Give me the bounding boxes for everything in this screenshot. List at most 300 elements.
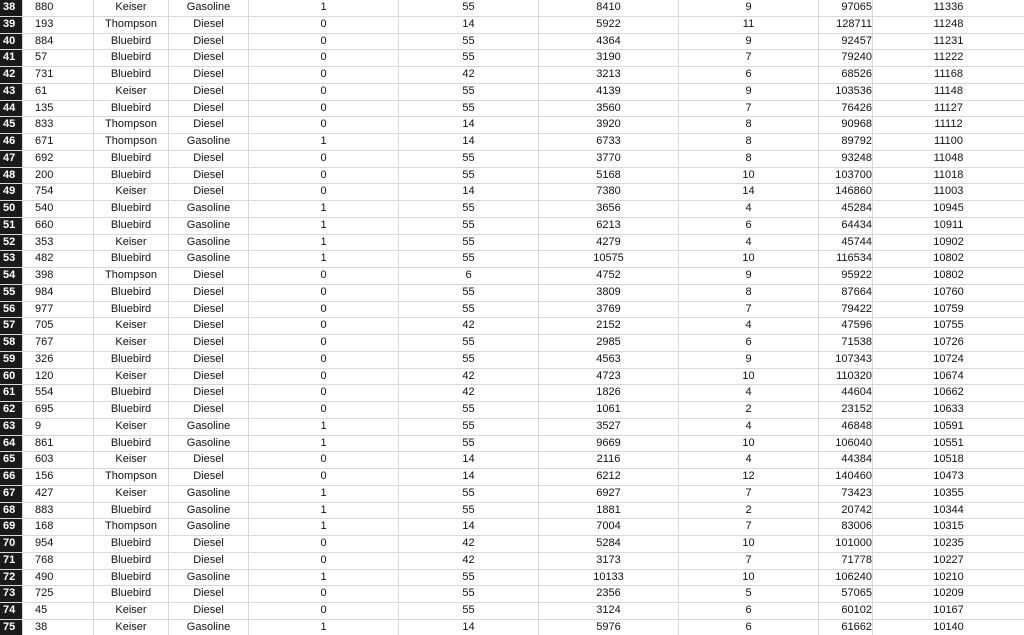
table-cell[interactable]: 12 xyxy=(678,469,818,485)
table-cell[interactable]: 540 xyxy=(22,201,93,217)
table-cell[interactable]: 0 xyxy=(248,469,398,485)
table-cell[interactable]: 11222 xyxy=(872,50,1024,66)
table-cell[interactable]: 954 xyxy=(22,536,93,552)
table-cell[interactable]: 1826 xyxy=(538,385,678,401)
table-cell[interactable]: 977 xyxy=(22,302,93,318)
table-cell[interactable]: Bluebird xyxy=(93,586,168,602)
row-header[interactable]: 58 xyxy=(0,335,22,351)
table-cell[interactable]: 1 xyxy=(248,570,398,586)
table-cell[interactable]: 45 xyxy=(22,603,93,619)
table-cell[interactable]: 57 xyxy=(22,50,93,66)
row-header[interactable]: 56 xyxy=(0,302,22,318)
table-cell[interactable]: Gasoline xyxy=(168,519,248,535)
table-cell[interactable]: 0 xyxy=(248,452,398,468)
table-cell[interactable]: 110320 xyxy=(818,369,872,385)
table-cell[interactable]: Diesel xyxy=(168,536,248,552)
table-cell[interactable]: 7 xyxy=(678,50,818,66)
table-cell[interactable]: Bluebird xyxy=(93,436,168,452)
table-cell[interactable]: 8 xyxy=(678,285,818,301)
table-cell[interactable]: 10726 xyxy=(872,335,1024,351)
table-cell[interactable]: 10802 xyxy=(872,268,1024,284)
table-cell[interactable]: 55 xyxy=(398,251,538,267)
table-cell[interactable]: 20742 xyxy=(818,503,872,519)
table-cell[interactable]: 10227 xyxy=(872,553,1024,569)
table-cell[interactable]: 692 xyxy=(22,151,93,167)
table-cell[interactable]: 326 xyxy=(22,352,93,368)
table-cell[interactable]: 73423 xyxy=(818,486,872,502)
table-cell[interactable]: Gasoline xyxy=(168,235,248,251)
table-cell[interactable]: 71778 xyxy=(818,553,872,569)
table-cell[interactable]: 6 xyxy=(678,67,818,83)
table-cell[interactable]: 14 xyxy=(398,620,538,635)
table-cell[interactable]: 11112 xyxy=(872,117,1024,133)
table-cell[interactable]: 3173 xyxy=(538,553,678,569)
table-cell[interactable]: 193 xyxy=(22,17,93,33)
table-cell[interactable]: 7380 xyxy=(538,184,678,200)
table-cell[interactable]: 46848 xyxy=(818,419,872,435)
table-cell[interactable]: 55 xyxy=(398,201,538,217)
table-cell[interactable]: Diesel xyxy=(168,452,248,468)
table-cell[interactable]: 0 xyxy=(248,302,398,318)
table-cell[interactable]: 3213 xyxy=(538,67,678,83)
table-cell[interactable]: 7 xyxy=(678,101,818,117)
table-cell[interactable]: 97065 xyxy=(818,0,872,16)
table-cell[interactable]: 0 xyxy=(248,603,398,619)
table-cell[interactable]: 10 xyxy=(678,251,818,267)
table-cell[interactable]: 11127 xyxy=(872,101,1024,117)
table-cell[interactable]: 0 xyxy=(248,553,398,569)
table-cell[interactable]: 9 xyxy=(678,84,818,100)
table-cell[interactable]: 5284 xyxy=(538,536,678,552)
row-header[interactable]: 61 xyxy=(0,385,22,401)
table-cell[interactable]: 93248 xyxy=(818,151,872,167)
table-cell[interactable]: 0 xyxy=(248,50,398,66)
row-header[interactable]: 45 xyxy=(0,117,22,133)
table-cell[interactable]: 0 xyxy=(248,385,398,401)
table-cell[interactable]: 87664 xyxy=(818,285,872,301)
table-cell[interactable]: Bluebird xyxy=(93,101,168,117)
table-cell[interactable]: Diesel xyxy=(168,151,248,167)
table-cell[interactable]: 11168 xyxy=(872,67,1024,83)
row-header[interactable]: 43 xyxy=(0,84,22,100)
row-header[interactable]: 74 xyxy=(0,603,22,619)
table-cell[interactable]: 3527 xyxy=(538,419,678,435)
row-header[interactable]: 57 xyxy=(0,318,22,334)
table-cell[interactable]: 1061 xyxy=(538,402,678,418)
table-cell[interactable]: 5922 xyxy=(538,17,678,33)
table-cell[interactable]: 10575 xyxy=(538,251,678,267)
table-cell[interactable]: 11248 xyxy=(872,17,1024,33)
table-cell[interactable]: 10724 xyxy=(872,352,1024,368)
table-cell[interactable]: Diesel xyxy=(168,553,248,569)
table-cell[interactable]: 55 xyxy=(398,335,538,351)
row-header[interactable]: 64 xyxy=(0,436,22,452)
table-cell[interactable]: Gasoline xyxy=(168,419,248,435)
table-cell[interactable]: 0 xyxy=(248,34,398,50)
table-cell[interactable]: 55 xyxy=(398,503,538,519)
table-cell[interactable]: 1 xyxy=(248,251,398,267)
table-cell[interactable]: 11148 xyxy=(872,84,1024,100)
row-header[interactable]: 68 xyxy=(0,503,22,519)
table-cell[interactable]: Diesel xyxy=(168,67,248,83)
table-cell[interactable]: 0 xyxy=(248,352,398,368)
table-cell[interactable]: 4 xyxy=(678,419,818,435)
table-cell[interactable]: 0 xyxy=(248,151,398,167)
table-cell[interactable]: 4752 xyxy=(538,268,678,284)
table-cell[interactable]: Diesel xyxy=(168,34,248,50)
table-cell[interactable]: Bluebird xyxy=(93,285,168,301)
table-cell[interactable]: 725 xyxy=(22,586,93,602)
table-cell[interactable]: 2356 xyxy=(538,586,678,602)
table-cell[interactable]: Keiser xyxy=(93,235,168,251)
table-cell[interactable]: 55 xyxy=(398,486,538,502)
table-cell[interactable]: 1 xyxy=(248,620,398,635)
table-cell[interactable]: 2152 xyxy=(538,318,678,334)
table-cell[interactable]: 1 xyxy=(248,218,398,234)
table-cell[interactable]: 883 xyxy=(22,503,93,519)
table-cell[interactable]: 9 xyxy=(678,34,818,50)
table-cell[interactable]: 76426 xyxy=(818,101,872,117)
table-cell[interactable]: Diesel xyxy=(168,402,248,418)
table-cell[interactable]: 398 xyxy=(22,268,93,284)
table-cell[interactable]: Bluebird xyxy=(93,50,168,66)
table-cell[interactable]: 156 xyxy=(22,469,93,485)
table-cell[interactable]: 45744 xyxy=(818,235,872,251)
table-cell[interactable]: Bluebird xyxy=(93,67,168,83)
table-cell[interactable]: 140460 xyxy=(818,469,872,485)
table-cell[interactable]: 23152 xyxy=(818,402,872,418)
table-cell[interactable]: 8 xyxy=(678,151,818,167)
table-cell[interactable]: 2 xyxy=(678,402,818,418)
table-cell[interactable]: Bluebird xyxy=(93,34,168,50)
table-cell[interactable]: 1 xyxy=(248,436,398,452)
table-cell[interactable]: 754 xyxy=(22,184,93,200)
table-cell[interactable]: 4 xyxy=(678,318,818,334)
table-cell[interactable]: Keiser xyxy=(93,620,168,635)
table-cell[interactable]: 44384 xyxy=(818,452,872,468)
table-cell[interactable]: Diesel xyxy=(168,369,248,385)
table-cell[interactable]: 55 xyxy=(398,0,538,16)
table-cell[interactable]: 14 xyxy=(398,184,538,200)
table-cell[interactable]: 10355 xyxy=(872,486,1024,502)
table-cell[interactable]: 14 xyxy=(398,134,538,150)
table-cell[interactable]: 353 xyxy=(22,235,93,251)
table-cell[interactable]: 10633 xyxy=(872,402,1024,418)
table-cell[interactable]: 8 xyxy=(678,117,818,133)
table-cell[interactable]: 55 xyxy=(398,84,538,100)
table-cell[interactable]: 2116 xyxy=(538,452,678,468)
table-cell[interactable]: 116534 xyxy=(818,251,872,267)
table-cell[interactable]: 1 xyxy=(248,201,398,217)
table-cell[interactable]: Gasoline xyxy=(168,570,248,586)
row-header[interactable]: 70 xyxy=(0,536,22,552)
table-cell[interactable]: Diesel xyxy=(168,268,248,284)
table-cell[interactable]: 55 xyxy=(398,168,538,184)
table-cell[interactable]: 135 xyxy=(22,101,93,117)
table-cell[interactable]: 9 xyxy=(678,0,818,16)
table-cell[interactable]: 10167 xyxy=(872,603,1024,619)
table-cell[interactable]: 0 xyxy=(248,67,398,83)
table-cell[interactable]: 482 xyxy=(22,251,93,267)
table-cell[interactable]: 47596 xyxy=(818,318,872,334)
table-cell[interactable]: Bluebird xyxy=(93,402,168,418)
table-cell[interactable]: Gasoline xyxy=(168,620,248,635)
table-cell[interactable]: Bluebird xyxy=(93,385,168,401)
row-header[interactable]: 42 xyxy=(0,67,22,83)
table-cell[interactable]: 14 xyxy=(398,452,538,468)
table-cell[interactable]: 4364 xyxy=(538,34,678,50)
table-cell[interactable]: 107343 xyxy=(818,352,872,368)
table-cell[interactable]: 10 xyxy=(678,570,818,586)
table-cell[interactable]: 14 xyxy=(398,17,538,33)
table-cell[interactable]: 4139 xyxy=(538,84,678,100)
table-cell[interactable]: 1 xyxy=(248,503,398,519)
table-cell[interactable]: 10140 xyxy=(872,620,1024,635)
table-cell[interactable]: 9 xyxy=(678,268,818,284)
table-cell[interactable]: 11 xyxy=(678,17,818,33)
table-cell[interactable]: Bluebird xyxy=(93,201,168,217)
table-cell[interactable]: 660 xyxy=(22,218,93,234)
table-cell[interactable]: 55 xyxy=(398,419,538,435)
row-header[interactable]: 54 xyxy=(0,268,22,284)
table-cell[interactable]: 64434 xyxy=(818,218,872,234)
table-cell[interactable]: 10802 xyxy=(872,251,1024,267)
table-cell[interactable]: Diesel xyxy=(168,84,248,100)
table-cell[interactable]: Gasoline xyxy=(168,218,248,234)
row-header[interactable]: 72 xyxy=(0,570,22,586)
table-cell[interactable]: 705 xyxy=(22,318,93,334)
table-cell[interactable]: 42 xyxy=(398,536,538,552)
row-header[interactable]: 53 xyxy=(0,251,22,267)
table-cell[interactable]: 9 xyxy=(678,352,818,368)
table-cell[interactable]: 55 xyxy=(398,603,538,619)
table-cell[interactable]: 3920 xyxy=(538,117,678,133)
table-cell[interactable]: 6212 xyxy=(538,469,678,485)
table-cell[interactable]: 9 xyxy=(22,419,93,435)
table-cell[interactable]: 38 xyxy=(22,620,93,635)
row-header[interactable]: 65 xyxy=(0,452,22,468)
table-cell[interactable]: 45284 xyxy=(818,201,872,217)
table-cell[interactable]: 103536 xyxy=(818,84,872,100)
table-cell[interactable]: 55 xyxy=(398,218,538,234)
table-cell[interactable]: 42 xyxy=(398,385,538,401)
row-header[interactable]: 62 xyxy=(0,402,22,418)
row-header[interactable]: 59 xyxy=(0,352,22,368)
table-cell[interactable]: Bluebird xyxy=(93,503,168,519)
table-cell[interactable]: Thompson xyxy=(93,469,168,485)
table-cell[interactable]: 0 xyxy=(248,168,398,184)
table-cell[interactable]: Keiser xyxy=(93,369,168,385)
table-cell[interactable]: 0 xyxy=(248,101,398,117)
table-cell[interactable]: Bluebird xyxy=(93,151,168,167)
table-cell[interactable]: 3124 xyxy=(538,603,678,619)
table-cell[interactable]: 168 xyxy=(22,519,93,535)
row-header[interactable]: 39 xyxy=(0,17,22,33)
table-cell[interactable]: 7 xyxy=(678,486,818,502)
row-header[interactable]: 40 xyxy=(0,34,22,50)
table-cell[interactable]: Keiser xyxy=(93,184,168,200)
table-cell[interactable]: Diesel xyxy=(168,302,248,318)
table-cell[interactable]: 10210 xyxy=(872,570,1024,586)
table-cell[interactable]: 42 xyxy=(398,553,538,569)
table-cell[interactable]: Gasoline xyxy=(168,503,248,519)
table-cell[interactable]: 7 xyxy=(678,519,818,535)
table-cell[interactable]: 5 xyxy=(678,586,818,602)
table-cell[interactable]: 695 xyxy=(22,402,93,418)
table-cell[interactable]: Bluebird xyxy=(93,251,168,267)
table-cell[interactable]: Diesel xyxy=(168,385,248,401)
table-cell[interactable]: 83006 xyxy=(818,519,872,535)
row-header[interactable]: 38 xyxy=(0,0,22,16)
table-cell[interactable]: 10344 xyxy=(872,503,1024,519)
table-cell[interactable]: 3809 xyxy=(538,285,678,301)
table-cell[interactable]: 0 xyxy=(248,536,398,552)
table-cell[interactable]: Bluebird xyxy=(93,168,168,184)
table-cell[interactable]: 11231 xyxy=(872,34,1024,50)
table-cell[interactable]: Keiser xyxy=(93,0,168,16)
row-header[interactable]: 60 xyxy=(0,369,22,385)
table-cell[interactable]: 6733 xyxy=(538,134,678,150)
table-cell[interactable]: Diesel xyxy=(168,50,248,66)
table-cell[interactable]: 71538 xyxy=(818,335,872,351)
table-cell[interactable]: 767 xyxy=(22,335,93,351)
table-cell[interactable]: Keiser xyxy=(93,84,168,100)
table-cell[interactable]: 92457 xyxy=(818,34,872,50)
table-cell[interactable]: 768 xyxy=(22,553,93,569)
table-cell[interactable]: Gasoline xyxy=(168,134,248,150)
table-cell[interactable]: 55 xyxy=(398,352,538,368)
table-cell[interactable]: 55 xyxy=(398,151,538,167)
table-cell[interactable]: 0 xyxy=(248,586,398,602)
table-cell[interactable]: 1 xyxy=(248,519,398,535)
table-cell[interactable]: 10591 xyxy=(872,419,1024,435)
table-cell[interactable]: 10315 xyxy=(872,519,1024,535)
table-cell[interactable]: 14 xyxy=(678,184,818,200)
table-cell[interactable]: 4 xyxy=(678,235,818,251)
row-header[interactable]: 69 xyxy=(0,519,22,535)
table-cell[interactable]: 0 xyxy=(248,318,398,334)
table-cell[interactable]: 2 xyxy=(678,503,818,519)
table-cell[interactable]: 10 xyxy=(678,168,818,184)
table-cell[interactable]: 5168 xyxy=(538,168,678,184)
row-header[interactable]: 67 xyxy=(0,486,22,502)
table-cell[interactable]: 10911 xyxy=(872,218,1024,234)
table-cell[interactable]: 55 xyxy=(398,101,538,117)
table-cell[interactable]: 10 xyxy=(678,536,818,552)
row-header[interactable]: 52 xyxy=(0,235,22,251)
table-cell[interactable]: 10518 xyxy=(872,452,1024,468)
table-cell[interactable]: 0 xyxy=(248,335,398,351)
table-cell[interactable]: 0 xyxy=(248,17,398,33)
table-cell[interactable]: 671 xyxy=(22,134,93,150)
table-cell[interactable]: 2985 xyxy=(538,335,678,351)
table-cell[interactable]: Thompson xyxy=(93,268,168,284)
table-cell[interactable]: 10473 xyxy=(872,469,1024,485)
table-cell[interactable]: Keiser xyxy=(93,318,168,334)
table-cell[interactable]: 3769 xyxy=(538,302,678,318)
table-cell[interactable]: 11048 xyxy=(872,151,1024,167)
table-cell[interactable]: 7004 xyxy=(538,519,678,535)
table-cell[interactable]: 11018 xyxy=(872,168,1024,184)
table-cell[interactable]: Gasoline xyxy=(168,436,248,452)
table-cell[interactable]: 55 xyxy=(398,34,538,50)
table-cell[interactable]: Keiser xyxy=(93,603,168,619)
table-cell[interactable]: Gasoline xyxy=(168,486,248,502)
table-cell[interactable]: 10759 xyxy=(872,302,1024,318)
table-cell[interactable]: 55 xyxy=(398,570,538,586)
table-cell[interactable]: 10 xyxy=(678,436,818,452)
table-cell[interactable]: Diesel xyxy=(168,335,248,351)
table-cell[interactable]: 6927 xyxy=(538,486,678,502)
table-cell[interactable]: Keiser xyxy=(93,452,168,468)
row-header[interactable]: 75 xyxy=(0,620,22,635)
table-cell[interactable]: Gasoline xyxy=(168,201,248,217)
table-cell[interactable]: Diesel xyxy=(168,101,248,117)
table-cell[interactable]: 14 xyxy=(398,469,538,485)
table-cell[interactable]: 6 xyxy=(678,335,818,351)
table-cell[interactable]: 9669 xyxy=(538,436,678,452)
table-cell[interactable]: 0 xyxy=(248,402,398,418)
table-cell[interactable]: 6 xyxy=(678,218,818,234)
table-cell[interactable]: 0 xyxy=(248,117,398,133)
row-header[interactable]: 63 xyxy=(0,419,22,435)
table-cell[interactable]: 0 xyxy=(248,84,398,100)
table-cell[interactable]: 8410 xyxy=(538,0,678,16)
table-cell[interactable]: Diesel xyxy=(168,285,248,301)
row-header[interactable]: 73 xyxy=(0,586,22,602)
table-cell[interactable]: Gasoline xyxy=(168,0,248,16)
table-cell[interactable]: 106240 xyxy=(818,570,872,586)
table-cell[interactable]: Keiser xyxy=(93,419,168,435)
table-cell[interactable]: 61 xyxy=(22,84,93,100)
table-cell[interactable]: Diesel xyxy=(168,586,248,602)
table-cell[interactable]: 4 xyxy=(678,201,818,217)
table-cell[interactable]: Diesel xyxy=(168,603,248,619)
table-cell[interactable]: 3656 xyxy=(538,201,678,217)
table-cell[interactable]: 4563 xyxy=(538,352,678,368)
row-header[interactable]: 50 xyxy=(0,201,22,217)
table-cell[interactable]: 11003 xyxy=(872,184,1024,200)
table-cell[interactable]: Thompson xyxy=(93,519,168,535)
row-header[interactable]: 44 xyxy=(0,101,22,117)
table-cell[interactable]: Thompson xyxy=(93,117,168,133)
table-cell[interactable]: 55 xyxy=(398,586,538,602)
table-cell[interactable]: Diesel xyxy=(168,352,248,368)
row-header[interactable]: 71 xyxy=(0,553,22,569)
table-cell[interactable]: 1 xyxy=(248,0,398,16)
table-cell[interactable]: 7 xyxy=(678,553,818,569)
table-cell[interactable]: 120 xyxy=(22,369,93,385)
row-header[interactable]: 46 xyxy=(0,134,22,150)
table-cell[interactable]: 603 xyxy=(22,452,93,468)
table-cell[interactable]: 3560 xyxy=(538,101,678,117)
table-cell[interactable]: 884 xyxy=(22,34,93,50)
table-cell[interactable]: Diesel xyxy=(168,168,248,184)
table-cell[interactable]: 10755 xyxy=(872,318,1024,334)
table-cell[interactable]: 833 xyxy=(22,117,93,133)
table-cell[interactable]: 55 xyxy=(398,235,538,251)
table-cell[interactable]: 44604 xyxy=(818,385,872,401)
table-cell[interactable]: 427 xyxy=(22,486,93,502)
table-cell[interactable]: 146860 xyxy=(818,184,872,200)
table-cell[interactable]: 0 xyxy=(248,268,398,284)
table-cell[interactable]: 4723 xyxy=(538,369,678,385)
table-cell[interactable]: 0 xyxy=(248,285,398,301)
table-cell[interactable]: Diesel xyxy=(168,469,248,485)
table-cell[interactable]: 10945 xyxy=(872,201,1024,217)
table-cell[interactable]: 10133 xyxy=(538,570,678,586)
table-cell[interactable]: 60102 xyxy=(818,603,872,619)
